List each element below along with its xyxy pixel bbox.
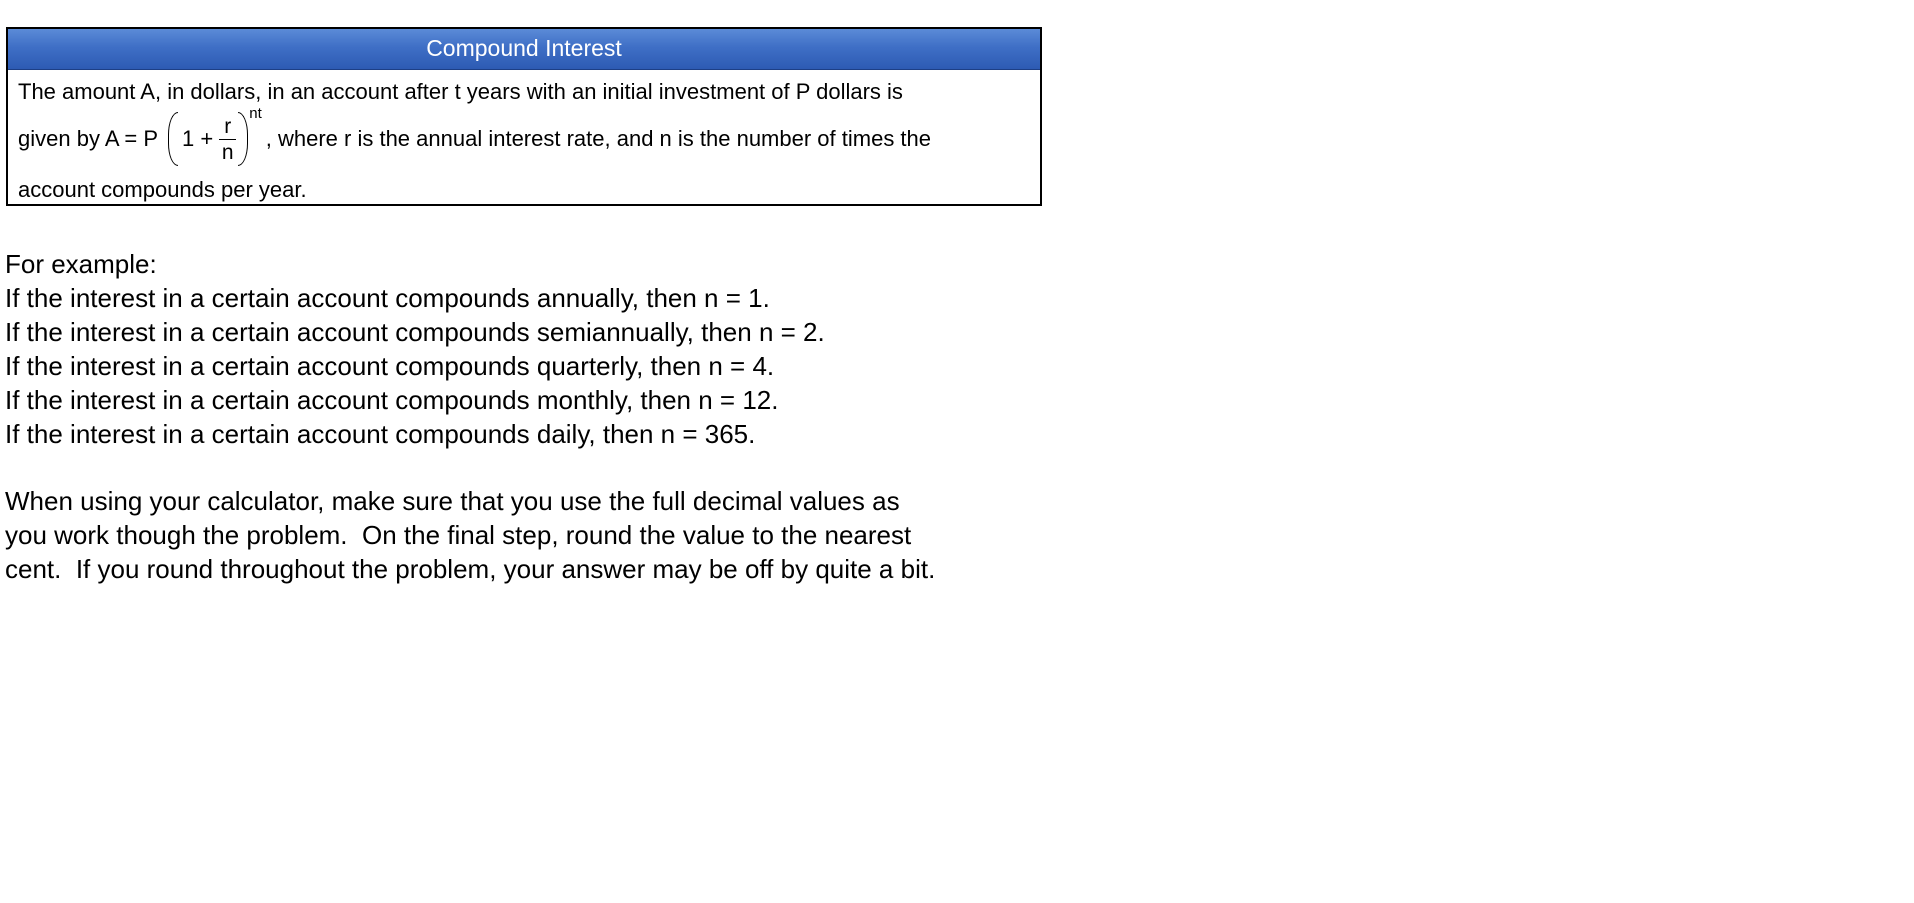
formula-numerator: r [219, 114, 236, 140]
definition-line-1: The amount A, in dollars, in an account after t years with an initial investment of P dollars is [18, 79, 903, 104]
note-line-1: When using your calculator, make sure that you use the full decimal values as [5, 486, 900, 516]
definition-line-2 [18, 104, 932, 167]
formula-denominator: n [221, 140, 234, 164]
examples-intro: For example: [5, 249, 157, 279]
examples-section [5, 247, 825, 451]
compound-interest-definition-box [6, 27, 1042, 206]
definition-line-2-suffix: , where r is the annual interest rate, and n is the number of times the [265, 126, 932, 151]
example-semiannually: If the interest in a certain account compounds semiannually, then n = 2. [5, 317, 825, 347]
formula-one-plus: 1 + [182, 126, 214, 151]
definition-line-3: account compounds per year. [18, 177, 307, 202]
calculator-note [5, 484, 935, 586]
example-annually: If the interest in a certain account compounds annually, then n = 1. [5, 283, 770, 313]
note-line-3: cent. If you round throughout the problem, your answer may be off by quite a bit. [5, 554, 936, 584]
left-parenthesis [168, 112, 178, 166]
note-line-2: you work though the problem. On the final step, round the value to the nearest [5, 520, 912, 550]
example-monthly: If the interest in a certain account compounds monthly, then n = 12. [5, 385, 779, 415]
compound-interest-formula [164, 104, 262, 167]
definition-line-2-prefix: given by A = P [18, 126, 159, 151]
right-parenthesis [238, 112, 248, 166]
example-quarterly: If the interest in a certain account compounds quarterly, then n = 4. [5, 351, 775, 381]
formula-fraction [219, 114, 236, 165]
example-daily: If the interest in a certain account compounds daily, then n = 365. [5, 419, 756, 449]
definition-header: Compound Interest [8, 29, 1040, 70]
formula-exponent: nt [249, 104, 262, 122]
